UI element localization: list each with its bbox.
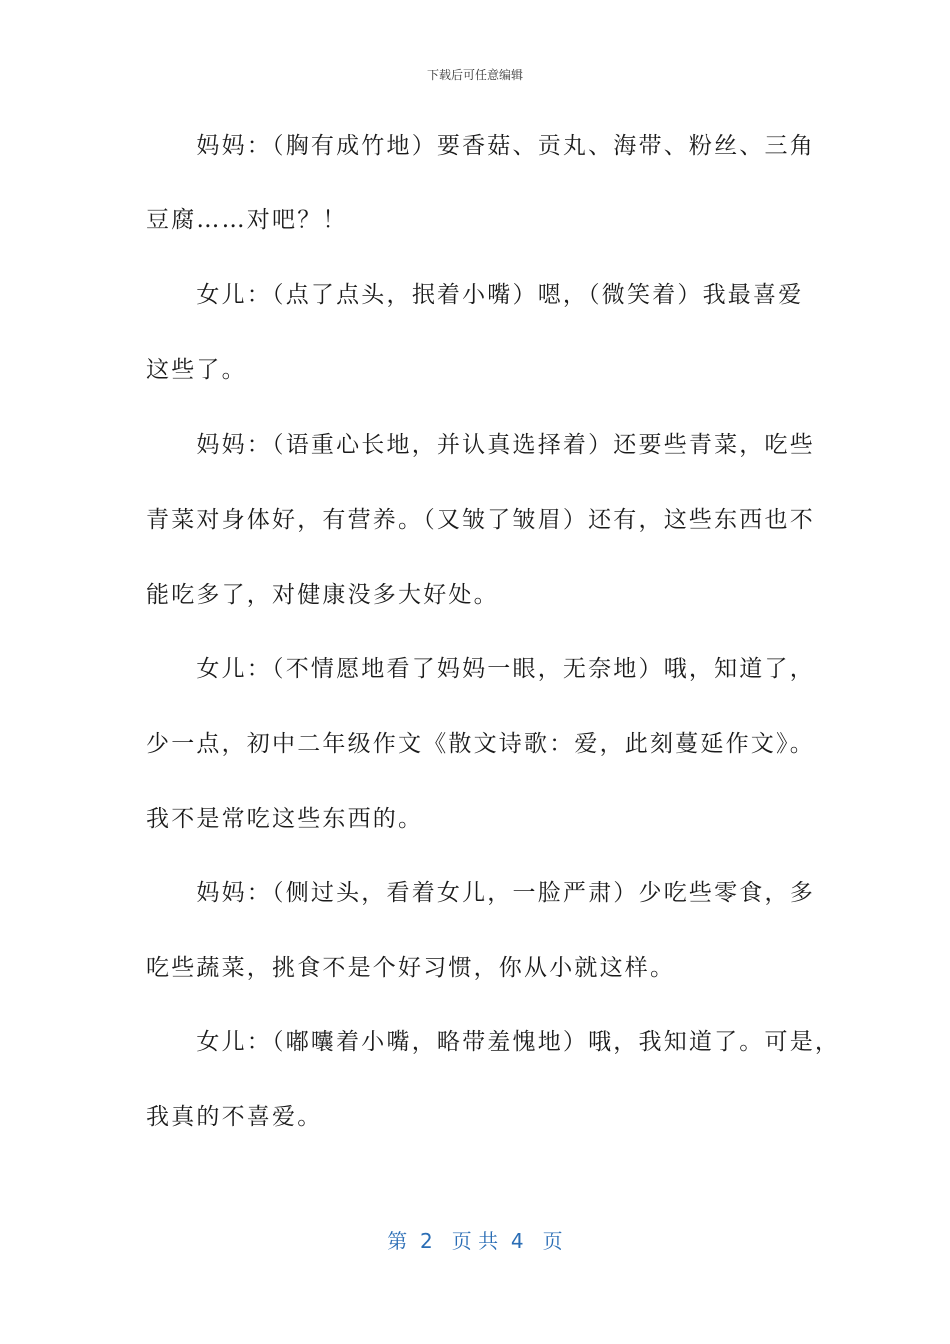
text-line-13: 女儿：（嘟囔着小嘴，略带羞愧地）哦，我知道了。可是， — [146, 1029, 841, 1055]
text-line-14: 我真的不喜爱。 — [146, 1104, 323, 1130]
text-line-3: 女儿：（点了点头，抿着小嘴）嗯，（微笑着）我最喜爱 — [146, 282, 804, 308]
text-line-4: 这些了。 — [146, 357, 247, 383]
text-line-11: 妈妈：（侧过头，看着女儿，一脸严肃）少吃些零食，多 — [146, 880, 815, 906]
text-line-12: 吃些蔬菜，挑食不是个好习惯，你从小就这样。 — [146, 955, 676, 981]
page-header: 下载后可任意编辑 — [426, 68, 523, 82]
text-line-7: 能吃多了，对健康没多大好处。 — [146, 582, 499, 608]
text-line-1: 妈妈：（胸有成竹地）要香菇、贡丸、海带、粉丝、三角 — [146, 133, 815, 159]
text-line-8: 女儿：（不情愿地看了妈妈一眼，无奈地）哦，知道了， — [146, 656, 815, 682]
text-line-9: 少一点，初中二年级作文《散文诗歌：爱，此刻蔓延作文》。 — [146, 731, 815, 757]
text-line-10: 我不是常吃这些东西的。 — [146, 806, 424, 832]
text-line-2: 豆腐……对吧？！ — [146, 207, 348, 233]
text-line-5: 妈妈：（语重心长地，并认真选择着）还要些青菜，吃些 — [146, 432, 815, 458]
page-footer: 第 2 页 共 4 页 — [387, 1229, 563, 1253]
text-line-6: 青菜对身体好，有营养。（又皱了皱眉）还有，这些东西也不 — [146, 507, 815, 533]
